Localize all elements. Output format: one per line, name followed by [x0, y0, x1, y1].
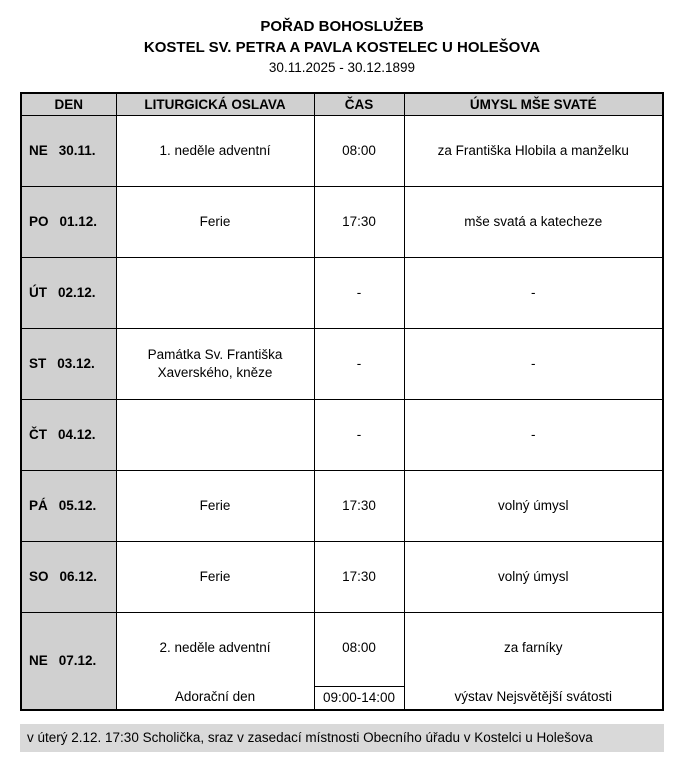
day-abbr: PÁ [29, 498, 48, 514]
celebration-cell [116, 258, 314, 329]
time-cell: - [314, 329, 404, 400]
intention-cell: - [404, 258, 663, 329]
column-header-day: DEN [21, 93, 116, 116]
table-row [21, 471, 663, 542]
day-abbr: SO [29, 569, 49, 585]
day-date: 02.12. [58, 285, 96, 301]
table-row [21, 258, 663, 329]
day-date: 30.11. [58, 143, 96, 159]
table-row [21, 613, 663, 711]
day-cell [21, 116, 116, 187]
celebration-cell: Ferie [116, 187, 314, 258]
day-abbr: PO [29, 214, 49, 230]
celebration-cell: 1. neděle adventní [116, 116, 314, 187]
day-cell [21, 329, 116, 400]
column-header-time: ČAS [314, 93, 404, 116]
table-header-row [21, 93, 663, 116]
table-row [21, 116, 663, 187]
intention-cell: volný úmysl [404, 471, 663, 542]
intention-cell: - [404, 329, 663, 400]
table-row [21, 329, 663, 400]
day-cell [21, 258, 116, 329]
celebration-cell: Ferie [116, 542, 314, 613]
day-cell [21, 187, 116, 258]
day-date: 07.12. [58, 653, 97, 669]
day-date: 05.12. [58, 498, 97, 514]
celebration-line-2: Adorační den [174, 689, 256, 705]
intention-cell [404, 613, 663, 711]
day-date: 01.12. [59, 214, 98, 230]
time-line-2: 09:00-14:00 [315, 686, 404, 709]
time-cell: - [314, 400, 404, 471]
table-row [21, 542, 663, 613]
intention-cell: volný úmysl [404, 542, 663, 613]
day-abbr: ST [29, 356, 47, 372]
intention-cell: mše svatá a katecheze [404, 187, 663, 258]
day-cell [21, 471, 116, 542]
celebration-cell: Památka Sv. Františka Xaverského, kněze [116, 329, 314, 400]
day-cell [21, 613, 116, 711]
date-range: 30.11.2025 - 30.12.1899 [268, 60, 416, 75]
day-abbr: ÚT [29, 285, 47, 301]
time-cell: - [314, 258, 404, 329]
table-row [21, 400, 663, 471]
time-cell: 17:30 [314, 471, 404, 542]
day-abbr: ČT [29, 427, 47, 443]
day-cell [21, 400, 116, 471]
day-cell [21, 542, 116, 613]
time-cell [314, 613, 404, 711]
intention-cell: za Františka Hlobila a manželku [404, 116, 663, 187]
time-cell: 17:30 [314, 542, 404, 613]
column-header-celebration: LITURGICKÁ OSLAVA [116, 93, 314, 116]
day-date: 06.12. [59, 569, 98, 585]
page-subtitle: KOSTEL SV. PETRA A PAVLA KOSTELEC U HOLEŠOVA [143, 39, 541, 56]
celebration-cell [116, 613, 314, 711]
schedule-table [20, 92, 664, 711]
day-date: 03.12. [57, 356, 95, 372]
intention-line-1: za farníky [503, 640, 563, 656]
column-header-intention: ÚMYSL MŠE SVATÉ [404, 93, 663, 116]
celebration-cell: Ferie [116, 471, 314, 542]
celebration-line-1: 2. neděle adventní [159, 640, 271, 656]
page-title: POŘAD BOHOSLUŽEB [260, 18, 424, 35]
intention-line-2: výstav Nejsvětější svátosti [454, 689, 613, 705]
celebration-cell [116, 400, 314, 471]
day-abbr: NE [29, 653, 48, 669]
time-cell: 08:00 [314, 116, 404, 187]
time-line-1: 08:00 [342, 640, 376, 656]
intention-cell: - [404, 400, 663, 471]
time-cell: 17:30 [314, 187, 404, 258]
title-block [20, 16, 664, 78]
day-abbr: NE [29, 143, 48, 159]
table-row [21, 187, 663, 258]
footer-note: v úterý 2.12. 17:30 Scholička, sraz v zasedací místnosti Obecního úřadu v Kostelci u Holešova [20, 724, 664, 752]
day-date: 04.12. [58, 427, 96, 443]
